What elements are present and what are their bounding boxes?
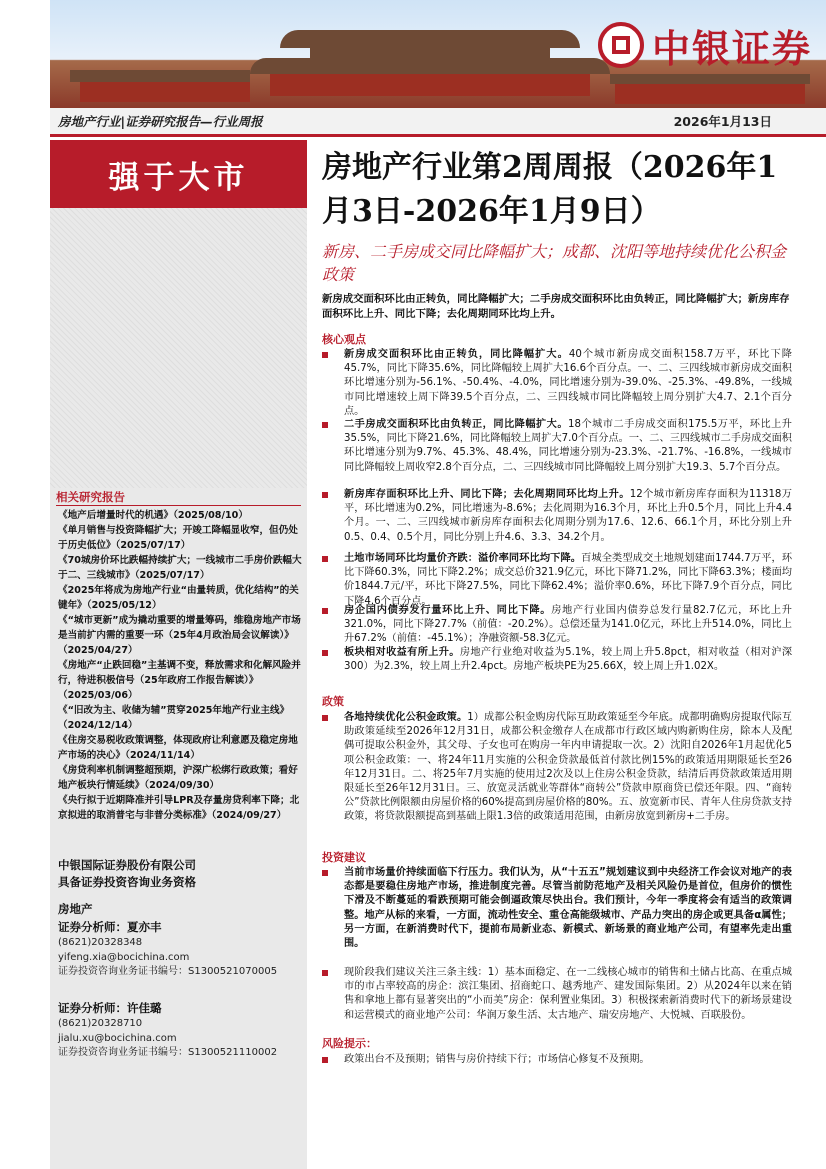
advice-point-body: 现阶段我们建议关注三条主线：1）基本面稳定、在一二线核心城市的销售和土储占比高、在重点城市的市占率较高的房企：滨江集团、招商蛇口、越秀地产、建发国际集团。2）从2024年以来在销售和拿地上都有显著突出的“小而美”房企：保利置业集团。3）积极探索新消费时代下的新场景建设和运营模式的商业地产公司：华润万象生活、太古地产、瑞安房地产、大悦城、百联股份。 — [344, 967, 792, 1021]
related-report-item[interactable]: 《房贷利率机制调整超预期，沪深广松绑行政政策；看好地产板块行情延续》（2024/09/30） — [58, 765, 298, 791]
company-name: 中银国际证券股份有限公司 — [58, 858, 196, 872]
advice-point-body: 当前市场量价持续面临下行压力。我们认为，从“十五五”规划建议到中央经济工作会议对地产的表态都是要稳住房地产市场，推进制度完善。尽管当前防范地产及相关风险仍是首位，但房价的惯性下滑及不断蔓延的看跌预期可能会倒逼政策尽快出台。我们预计，今年一季度将会有适当的政策调整。地产从标的来看，一方面，流动性安全、重仓高能级城市、产品力突出的房企或更具备α属性；另一方面，在新消费时代下，提前布局新业态、新模式、新场景的商业地产公司，有望率先走出重围。 — [344, 867, 792, 950]
analyst-email[interactable]: jialu.xu@bocichina.com — [58, 1032, 177, 1044]
company-qualification: 具备证券投资咨询业务资格 — [58, 875, 196, 889]
brand-name: 中银证券 — [651, 25, 812, 71]
analyst-name: 证券分析师：许佳璐 — [58, 1001, 162, 1015]
breadcrumb: 房地产行业|证券研究报告—行业周报 — [58, 114, 263, 129]
related-report-item[interactable]: 《70城房价环比跌幅持续扩大；一线城市二手房价跌幅大于二、三线城市》（2025/07/17） — [58, 555, 302, 581]
policy-point — [322, 711, 792, 825]
core-point-lead: 二手房成交面积环比由负转正，同比降幅扩大。 — [344, 419, 569, 430]
related-report-item[interactable]: 《2025年将成为房地产行业“由量转质，优化结构”的关键年》（2025/05/12） — [58, 585, 299, 611]
policy-point-lead: 各地持续优化公积金政策。 — [344, 712, 468, 723]
related-report-item[interactable]: 《单月销售与投资降幅扩大；开竣工降幅显收窄，但仍处于历史低位》（2025/07/17） — [58, 525, 298, 551]
analyst-phone: (8621)20328710 — [58, 1018, 143, 1029]
report-title: 房地产行业第2周周报（2026年1月3日-2026年1月9日） — [322, 150, 778, 229]
related-report-item[interactable]: 《地产后增量时代的机遇》（2025/08/10） — [58, 510, 248, 521]
core-point — [322, 646, 792, 674]
core-point-body: 房地产行业绝对收益为5.1%，较上周上升5.8pct，相对收益（相对沪深300）为2.3%，较上周上升2.4pct。房地产板块PE为25.66X，较上周上升1.02X。 — [344, 647, 793, 673]
core-point-lead: 板块相对收益有所上升。 — [344, 647, 460, 658]
core-point-body: 百城全类型成交土地规划建面1744.7万平，环比下降60.3%，同比下降2.2%；成交总价321.9亿元，环比下降71.2%，同比下降63.3%；楼面均价1844.7元/平，环比下降27.5%，同比下降62.4%；溢价率0.6%，环比下降7.9个百分点，同比下降4.6个百分点。 — [344, 553, 792, 607]
bullet-square-icon — [322, 352, 328, 358]
core-point — [322, 348, 792, 419]
bullet-square-icon — [322, 715, 328, 721]
bullet-square-icon — [322, 1057, 328, 1063]
report-date: 2026年1月13日 — [673, 114, 772, 129]
core-views-heading: 核心观点 — [322, 333, 366, 346]
report-subtitle: 新房、二手房成交同比降幅扩大；成都、沈阳等地持续优化公积金政策 — [322, 242, 787, 284]
core-point-body: 12个城市新房库存面积为11318万平，环比增速为0.2%，同比增速为-8.6%；去化周期为16.3个月，环比上升0.5个月，同比上升4.4个月。一、二、三四线城市新房库存面积去化周期分别为17.6、12.6、66.1个月，环比分别上升0.5、0.4、0.5个月，同比分别上升4.6、3.3、34.2个月。 — [344, 489, 792, 543]
core-point-body: 房地产行业国内债券总发行量82.7亿元，环比上升321.0%，同比下降27.7%（前值：-20.2%）。总偿还量为141.0亿元，环比上升514.0%，同比上升67.2%（前值：-45.1%）；净融资额-58.3亿元。 — [344, 605, 792, 645]
sidebar-hatch-area — [50, 208, 307, 488]
brand-logo — [598, 18, 812, 72]
boc-logo-icon — [598, 22, 644, 68]
core-point-body: 18个城市二手房成交面积175.5万平，环比上升35.5%，同比下降21.6%，同比降幅较上周扩大7.0个百分点。一、二、三四线城市二手房成交面积环比增速分别为9.7%、45.3%、48.4%，同比增速分别为-23.3%、-21.7%、-16.8%，一线城市同比降幅较上周收窄2.8个百分点，二、三四线城市同比降幅较上周分别扩大19.3、5.7个百分点。 — [344, 419, 792, 473]
core-point — [322, 552, 792, 609]
analyst-card — [58, 918, 277, 980]
related-report-item[interactable]: 《“城市更新”成为撬动重要的增量筹码，维稳房地产市场是当前扩内需的重要一环（25年4月政治局会议解读）》（2025/04/27） — [58, 615, 301, 656]
bullet-square-icon — [322, 650, 328, 656]
bullet-square-icon — [322, 608, 328, 614]
core-point — [322, 604, 792, 647]
analyst-license: 证券投资咨询业务证书编号：S1300521110002 — [58, 1047, 278, 1058]
policy-heading: 政策 — [322, 695, 344, 708]
advice-point — [322, 966, 792, 1023]
advice-point — [322, 866, 792, 951]
sector-label: 房地产 — [58, 902, 93, 916]
divider — [56, 505, 301, 506]
risk-point-body: 政策出台不及预期；销售与房价持续下行；市场信心修复不及预期。 — [344, 1054, 650, 1065]
analyst-card — [58, 999, 277, 1061]
related-reports-title: 相关研究报告 — [56, 490, 125, 504]
core-point-lead: 房企国内债券发行量环比上升、同比下降。 — [344, 605, 552, 616]
risk-point — [322, 1053, 792, 1067]
core-point — [322, 488, 792, 545]
analyst-email[interactable]: yifeng.xia@bocichina.com — [58, 951, 190, 963]
related-report-item[interactable]: 《住房交易税收政策调整，体现政府让利意愿及稳定房地产市场的决心》（2024/11/14） — [58, 735, 298, 761]
related-report-item[interactable]: 《“旧改为主、收储为辅”贯穿2025年地产行业主线》（2024/12/14） — [58, 705, 290, 731]
analyst-phone: (8621)20328348 — [58, 937, 143, 948]
core-point-lead: 土地市场同环比均量价齐跌：溢价率同环比均下降。 — [344, 553, 582, 564]
bullet-square-icon — [322, 422, 328, 428]
related-report-item[interactable]: 《央行拟于近期降准并引导LPR及存量房贷利率下降；北京拟进的取消普宅与非普分类标准》（2024/09/27） — [58, 795, 300, 821]
core-point-body: 40个城市新房成交面积158.7万平，环比下降45.7%，同比下降35.6%，同比降幅较上周扩大16.6个百分点。一、二、三四线城市新房成交面积环比增速分别为-56.1%、-50.4%、-4.0%，同比增速分别为-39.0%、-25.3%、-49.8%，一线城市同比增速较上周下降39.5个百分点，二、三四线城市同比降幅较上周分别扩大4.7、2.1个百分点。 — [344, 349, 792, 417]
core-point-lead: 新房库存面积环比上升、同比下降；去化周期同环比均上升。 — [344, 489, 630, 500]
related-reports-list — [58, 508, 303, 823]
bullet-square-icon — [322, 492, 328, 498]
risk-heading: 风险提示： — [322, 1037, 377, 1050]
policy-point-body: 1）成都公积金购房代际互助政策延至今年底。成都明确购房提取代际互助政策延续至2026年12月31日，成都公积金缴存人在成都市行政区域内购新购住房，除本人及配偶可提取公积金外，其父母、子女也可在购房一年内申请提取一次。2）沈阳自2026年1月起优化5项公积金政策：一、将24年11月实施的公积金贷款最低首付款比例15%的政策适用期限延长至26年12月31日。二、将25年7月实施的使用过2次及以上住房公积金贷款，结清后再贷款政策适用期限延长至26年12月31日。三、放宽灵活就业等群体“商转公”贷款申原商贷已偿还年限。四、“商转公”贷款比例限额由房屋价格的60%提高到房屋价格的80%。五、放宽新市民、青年人住房贷款支持政策，将贷款限额提高到基础上限1.3倍的政策适用范围，由新房放宽到新房+二手房。 — [344, 712, 792, 823]
bullet-square-icon — [322, 970, 328, 976]
rating-badge: 强于大市 — [50, 140, 307, 208]
core-point-lead: 新房成交面积环比由正转负，同比降幅扩大。 — [344, 349, 569, 360]
related-report-item[interactable]: 《房地产“止跌回稳”主基调不变，释放需求和化解风险并行，待进积极信号（25年政府工作报告解读）》（2025/03/06） — [58, 660, 301, 701]
analyst-license: 证券投资咨询业务证书编号：S1300521070005 — [58, 966, 278, 977]
advice-heading: 投资建议 — [322, 851, 366, 864]
company-info — [58, 857, 196, 918]
bullet-square-icon — [322, 556, 328, 562]
bullet-square-icon — [322, 870, 328, 876]
analyst-name: 证券分析师：夏亦丰 — [58, 920, 162, 934]
core-point — [322, 418, 792, 475]
summary-text: 新房成交面积环比由正转负，同比降幅扩大；二手房成交面积环比由负转正，同比降幅扩大；新房库存面积环比上升、同比下降；去化周期同环比均上升。 — [322, 293, 790, 320]
